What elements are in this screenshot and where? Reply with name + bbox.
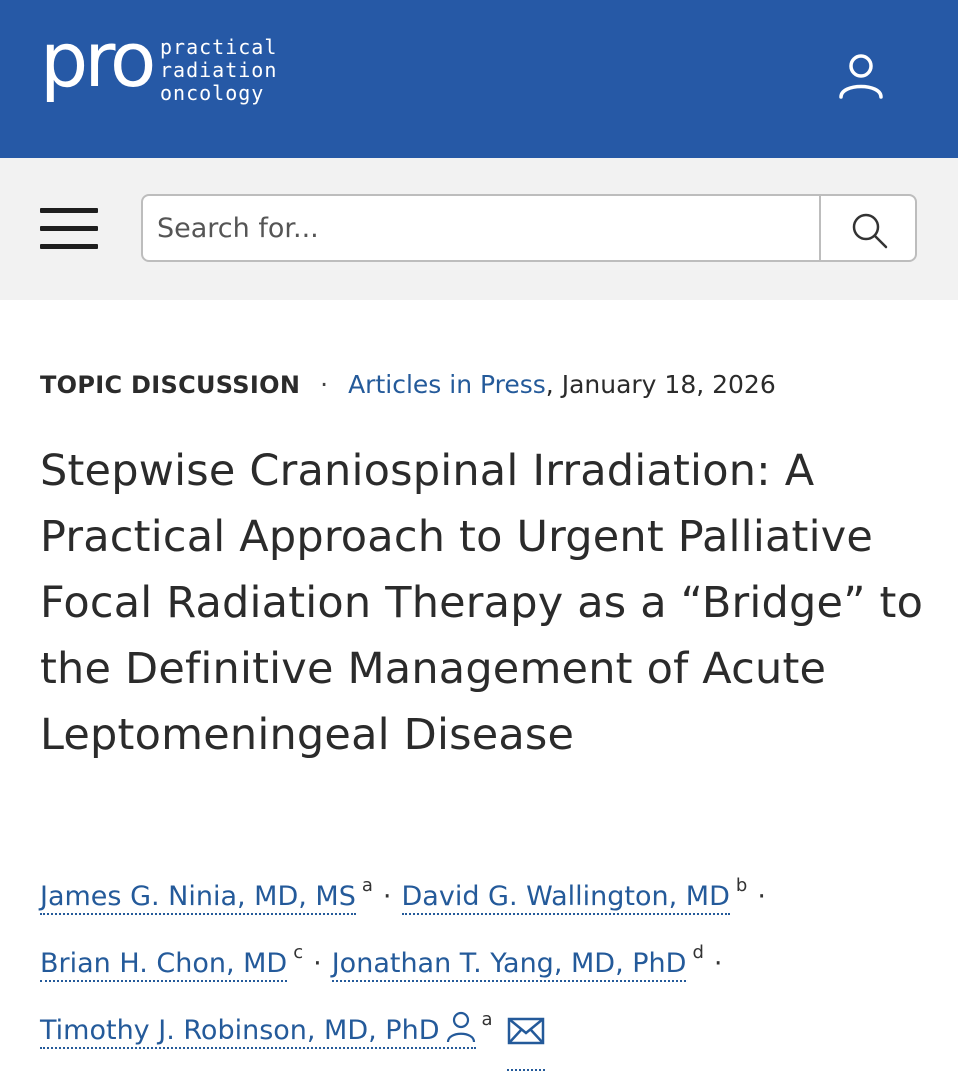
search-input[interactable] (143, 196, 819, 260)
logo-line-3: oncology (160, 81, 265, 105)
envelope-icon (507, 1017, 545, 1045)
logo-line-2: radiation (160, 58, 278, 82)
author-link[interactable]: Brian H. Chon, MD (40, 948, 287, 982)
author-separator: · (757, 881, 766, 912)
email-author-button[interactable] (507, 1009, 545, 1071)
publication-date: , January 18, 2026 (545, 370, 776, 399)
hamburger-line (40, 244, 98, 249)
hamburger-line (40, 226, 98, 231)
hamburger-menu-icon (40, 208, 98, 213)
affiliation-marker: c (293, 942, 304, 963)
search-box (141, 194, 917, 262)
search-icon (849, 210, 889, 250)
corresponding-author-link[interactable] (40, 1015, 476, 1049)
user-icon (836, 52, 886, 102)
article-title: Stepwise Craniospinal Irradiation: A Practical Approach to Urgent Palliative Focal Radiation Therapy as a “Bridge” to the Definitive Management of Acute Leptomeningeal Disease (40, 446, 924, 760)
journal-logo[interactable] (40, 15, 300, 118)
author-separator: · (713, 948, 723, 979)
author-list (40, 858, 940, 1071)
articles-in-press-link[interactable]: Articles in Press (348, 370, 546, 399)
author-line-2 (40, 925, 940, 992)
author-name: Timothy J. Robinson, MD, PhD (40, 1015, 440, 1046)
author-line-1 (40, 858, 940, 925)
author-separator: · (313, 948, 322, 979)
meta-separator: · (320, 370, 329, 399)
hamburger-menu-button[interactable] (40, 208, 100, 252)
search-button[interactable] (819, 196, 917, 260)
author-link[interactable]: James G. Ninia, MD, MS (40, 881, 356, 915)
logo-line-1: practical (160, 35, 278, 59)
person-icon (446, 1011, 476, 1043)
affiliation-marker: b (735, 875, 748, 896)
affiliation-marker: d (692, 942, 704, 963)
affiliation-marker: a (481, 1009, 493, 1030)
affiliation-marker: a (361, 875, 373, 896)
top-header (0, 0, 958, 158)
article-meta (40, 367, 776, 403)
author-line-3 (40, 992, 940, 1071)
author-link[interactable]: David G. Wallington, MD (402, 881, 730, 915)
article-type: TOPIC DISCUSSION (40, 371, 301, 399)
logo-mark: pro (40, 15, 153, 104)
logo-wordmark (160, 36, 277, 105)
author-separator: · (382, 881, 392, 912)
author-link[interactable]: Jonathan T. Yang, MD, PhD (332, 948, 687, 982)
user-account-button[interactable] (836, 52, 886, 102)
